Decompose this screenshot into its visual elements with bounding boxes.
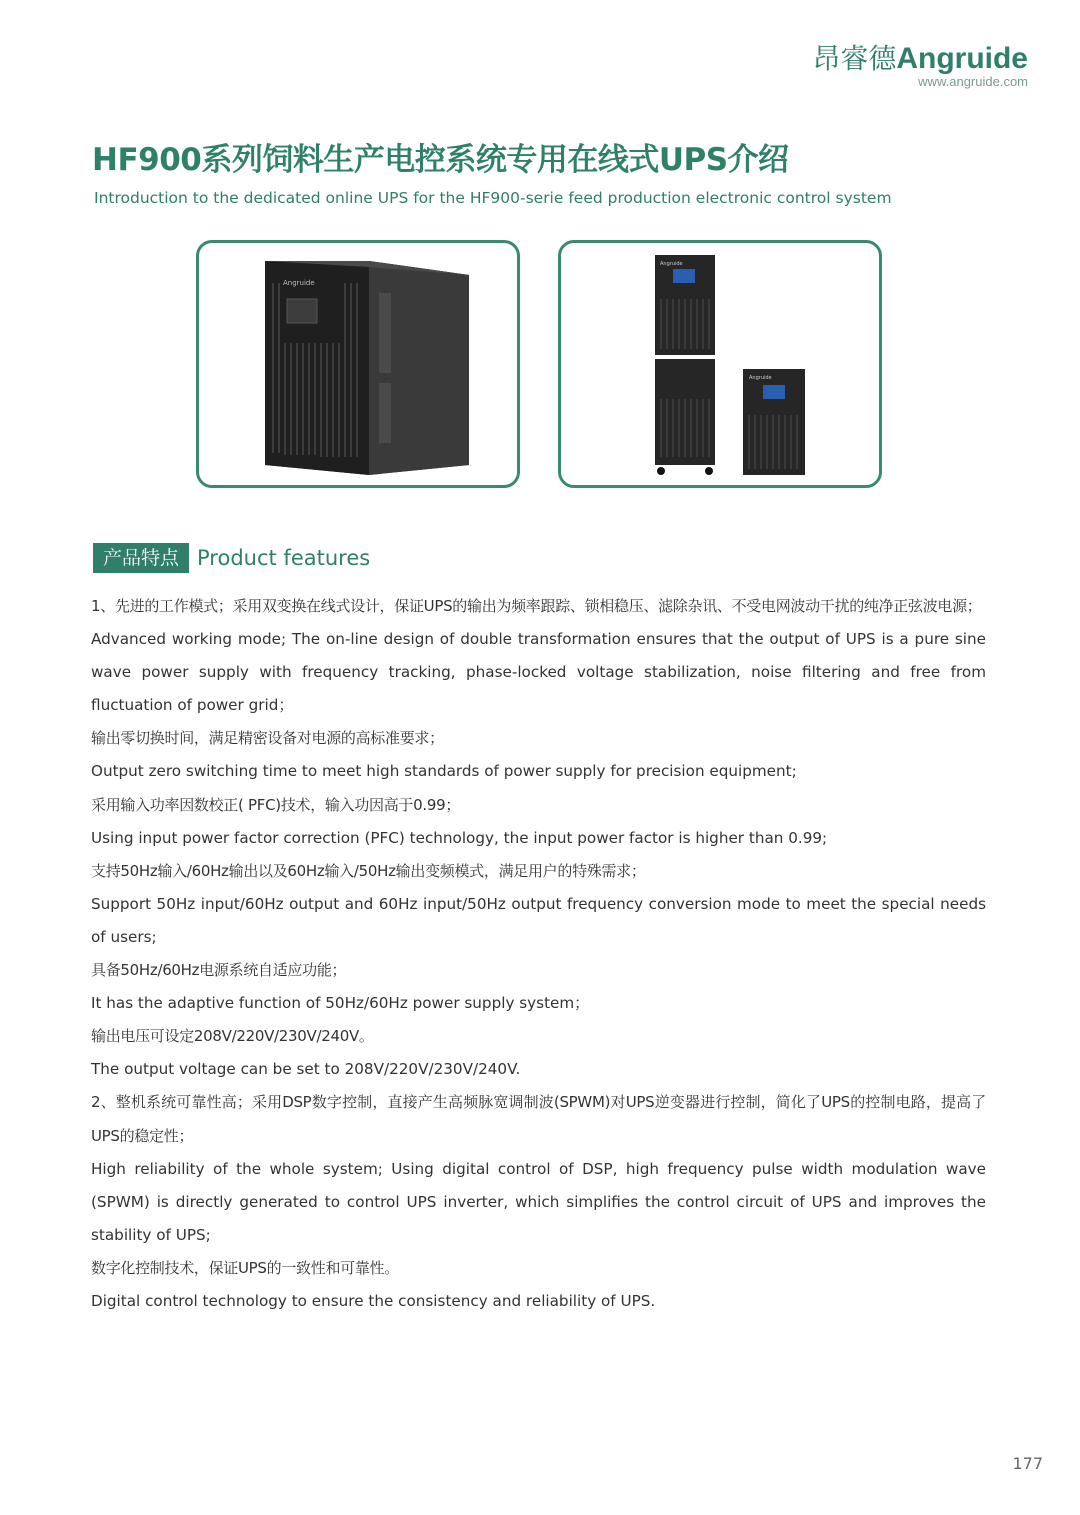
feature-line: Advanced working mode; The on-line design of double transformation ensures that the output of UPS is a pure sine wave power supply with frequency tracking, phase-locked voltage stabilization, noise filtering and free from fluctuation of power grid； xyxy=(91,630,986,715)
page-title: HF900系列饲料生产电控系统专用在线式UPS介绍 xyxy=(92,142,789,178)
ups-tower-illustration xyxy=(199,243,517,485)
feature-line: 输出零切换时间，满足精密设备对电源的高标准要求； xyxy=(91,729,444,748)
product-photo-rack-ups xyxy=(558,240,882,488)
feature-text xyxy=(91,590,986,1318)
feature-line: Digital control technology to ensure the consistency and reliability of UPS. xyxy=(91,1291,656,1310)
feature-line: It has the adaptive function of 50Hz/60Hz power supply system； xyxy=(91,994,590,1013)
svg-text:Angruide: Angruide xyxy=(283,279,315,287)
feature-line: 1、先进的工作模式；采用双变换在线式设计，保证UPS的输出为频率跟踪、锁相稳压、滤除杂讯、不受电网波动干扰的纯净正弦波电源； xyxy=(91,597,982,615)
page-number: 177 xyxy=(1012,1454,1043,1473)
section-heading-cn: 产品特点 xyxy=(93,543,189,573)
feature-line: High reliability of the whole system; Using digital control of DSP, high frequency pulse width modulation wave (SPWM) is directly generated to control UPS inverter, which simplifies the control circuit of UPS and improves the stability of UPS; xyxy=(91,1159,986,1244)
feature-line: 2、整机系统可靠性高；采用DSP数字控制，直接产生高频脉宽调制波(SPWM)对UPS逆变器进行控制，简化了UPS的控制电路，提高了UPS的稳定性； xyxy=(91,1093,986,1145)
feature-line: 支持50Hz输入/60Hz输出以及60Hz输入/50Hz输出变频模式，满足用户的特殊需求； xyxy=(91,861,646,880)
svg-text:Angruide: Angruide xyxy=(660,261,683,267)
feature-line: Support 50Hz input/60Hz output and 60Hz input/50Hz output frequency conversion mode to meet the special needs of users; xyxy=(91,894,986,946)
section-heading-en: Product features xyxy=(197,546,371,570)
logo-wordmark xyxy=(812,42,1028,76)
brand-logo xyxy=(812,42,1028,89)
product-photo-tower-ups xyxy=(196,240,520,488)
svg-text:Angruide: Angruide xyxy=(749,375,772,381)
feature-line: 采用输入功率因数校正( PFC)技术，输入功因高于0.99； xyxy=(91,795,461,814)
logo-url: www.angruide.com xyxy=(918,74,1028,89)
ups-rack-illustration xyxy=(561,243,879,485)
feature-line: The output voltage can be set to 208V/220V/230V/240V. xyxy=(91,1060,521,1079)
feature-line: 具备50Hz/60Hz电源系统自适应功能； xyxy=(91,961,347,980)
feature-line: 数字化控制技术，保证UPS的一致性和可靠性。 xyxy=(91,1258,399,1277)
logo-cn: 昂睿德 xyxy=(812,43,897,74)
feature-line: Using input power factor correction (PFC) technology, the input power factor is higher than 0.99; xyxy=(91,828,828,847)
logo-latin: Angruide xyxy=(896,42,1028,75)
page-subtitle: Introduction to the dedicated online UPS for the HF900-serie feed production electronic control system xyxy=(94,189,892,207)
section-heading xyxy=(93,543,370,573)
feature-line: 输出电压可设定208V/220V/230V/240V。 xyxy=(91,1027,374,1046)
feature-line: Output zero switching time to meet high standards of power supply for precision equipment; xyxy=(91,762,797,781)
